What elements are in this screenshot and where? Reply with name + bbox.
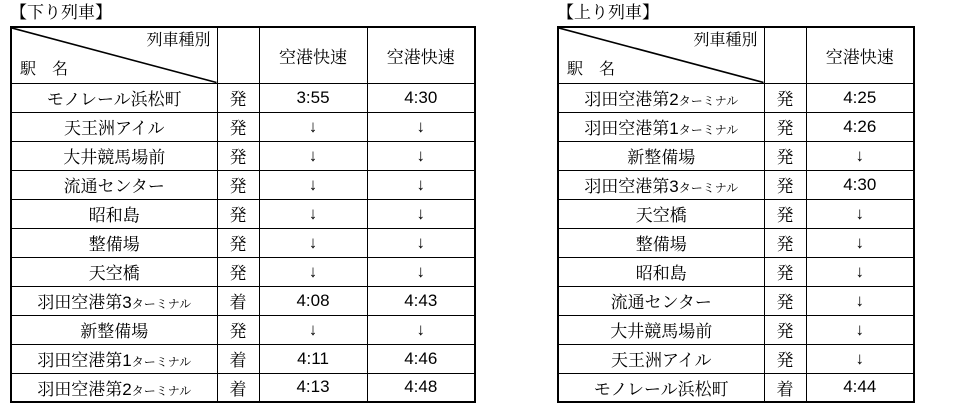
station-name: 羽田空港第3 [584,177,679,196]
station-cell [11,257,217,286]
table-row [11,286,475,315]
station-name: 羽田空港第2 [584,90,679,109]
table-row [558,286,914,315]
station-name-suffix: ターミナル [678,94,739,108]
dep-arr-cell: 発 [217,83,259,112]
time-cell: 3:55 [259,83,367,112]
header-corner-cell [11,27,217,83]
station-cell [11,199,217,228]
time-cell: ↓ [806,141,914,170]
station-cell [11,373,217,402]
table-row [558,373,914,402]
station-name: 天王洲アイル [611,351,712,370]
station-name-suffix: ターミナル [678,181,739,195]
time-cell: ↓ [367,257,475,286]
station-cell [558,344,764,373]
table-row [558,315,914,344]
table-row [11,170,475,199]
station-name: モノレール浜松町 [46,90,182,109]
time-cell: 4:08 [259,286,367,315]
time-cell: ↓ [806,286,914,315]
header-corner-cell [558,27,764,83]
time-cell: ↓ [367,141,475,170]
station-cell [11,83,217,112]
station-name: 整備場 [635,235,687,254]
station-name: 羽田空港第1 [37,351,132,370]
station-name-suffix: ターミナル [131,355,192,369]
table-row [11,373,475,402]
station-name: 大井競馬場前 [63,148,166,167]
table-row [558,199,914,228]
dep-arr-cell: 発 [764,199,806,228]
station-name: 天空橋 [88,264,140,283]
dep-arr-cell: 着 [217,373,259,402]
table-row [558,257,914,286]
table-row [11,257,475,286]
table-row [11,83,475,112]
inbound-timetable [557,26,915,403]
time-cell: 4:43 [367,286,475,315]
station-cell [11,170,217,199]
dep-arr-cell: 発 [764,170,806,199]
station-label: 駅 名 [20,60,69,78]
station-cell [558,83,764,112]
time-cell: ↓ [806,199,914,228]
dep-arr-cell: 着 [217,344,259,373]
station-name: 天空橋 [635,206,687,225]
station-cell [11,344,217,373]
station-name: 新整備場 [627,148,696,167]
table-row [11,228,475,257]
time-cell: 4:11 [259,344,367,373]
station-name: 流通センター [63,177,165,196]
table-row [558,112,914,141]
table-row [11,344,475,373]
table-row [558,170,914,199]
dep-arr-cell: 発 [217,199,259,228]
time-cell: ↓ [367,170,475,199]
time-cell: ↓ [806,344,914,373]
station-name-suffix: ターミナル [131,297,192,311]
station-name: 整備場 [88,235,140,254]
time-cell: ↓ [259,199,367,228]
station-cell [558,315,764,344]
dep-arr-cell: 発 [217,228,259,257]
time-cell: ↓ [259,257,367,286]
station-name: 昭和島 [635,264,687,283]
time-cell: 4:48 [367,373,475,402]
dep-arr-cell: 着 [764,373,806,402]
table-header-row [558,27,914,83]
time-cell: ↓ [806,257,914,286]
dep-arr-cell: 発 [764,315,806,344]
station-name: 羽田空港第1 [584,119,679,138]
station-cell [11,141,217,170]
station-name: モノレール浜松町 [593,379,729,399]
time-cell: 4:30 [806,170,914,199]
table-row [558,344,914,373]
time-cell: ↓ [367,228,475,257]
outbound-timetable [10,26,476,403]
inbound-title: 【上り列車】 [557,3,659,22]
station-cell [558,141,764,170]
station-cell [11,228,217,257]
station-cell [558,286,764,315]
station-cell [558,373,764,402]
time-cell: ↓ [259,315,367,344]
station-name: 新整備場 [80,322,149,341]
station-cell [11,112,217,141]
time-cell: 4:26 [806,112,914,141]
station-name: 大井競馬場前 [610,322,713,341]
station-name: 天王洲アイル [64,119,165,138]
time-cell: ↓ [806,228,914,257]
station-label: 駅 名 [567,60,616,78]
table-row [558,141,914,170]
time-cell: ↓ [806,315,914,344]
inbound-panel [557,0,915,403]
dep-arr-cell: 発 [217,141,259,170]
table-row [11,199,475,228]
time-cell: 4:13 [259,373,367,402]
station-name: 羽田空港第2 [37,379,132,399]
station-name: 昭和島 [88,206,140,225]
station-name-suffix: ターミナル [678,123,739,137]
time-cell: 4:46 [367,344,475,373]
time-cell: ↓ [259,170,367,199]
time-cell: ↓ [259,141,367,170]
station-cell [558,170,764,199]
time-cell: ↓ [367,315,475,344]
time-cell: 4:30 [367,83,475,112]
dep-arr-cell: 発 [764,344,806,373]
dep-arr-cell: 発 [217,170,259,199]
table-row [11,112,475,141]
time-cell: ↓ [367,199,475,228]
dep-arr-header-cell [217,27,259,83]
dep-arr-cell: 発 [764,257,806,286]
table-row [558,228,914,257]
time-cell: 4:44 [806,373,914,402]
dep-arr-cell: 発 [217,315,259,344]
dep-arr-cell: 発 [217,257,259,286]
dep-arr-header-cell [764,27,806,83]
outbound-panel [10,0,476,403]
table-header-row [11,27,475,83]
station-name-suffix: ターミナル [131,383,192,398]
station-cell [11,315,217,344]
table-row [11,141,475,170]
train-header-1: 空港快速 [259,27,367,83]
time-cell: ↓ [259,228,367,257]
dep-arr-cell: 発 [764,286,806,315]
station-name: 羽田空港第3 [37,293,132,312]
dep-arr-cell: 発 [764,141,806,170]
dep-arr-cell: 発 [764,112,806,141]
station-cell [558,257,764,286]
time-cell: ↓ [367,112,475,141]
train-header-1: 空港快速 [806,27,914,83]
train-type-label: 列車種別 [693,32,758,49]
dep-arr-cell: 発 [217,112,259,141]
station-name: 流通センター [610,293,712,312]
station-cell [558,199,764,228]
dep-arr-cell: 発 [764,83,806,112]
time-cell: ↓ [259,112,367,141]
dep-arr-cell: 発 [764,228,806,257]
time-cell: 4:25 [806,83,914,112]
train-header-2: 空港快速 [367,27,475,83]
table-row [558,83,914,112]
dep-arr-cell: 着 [217,286,259,315]
station-cell [11,286,217,315]
outbound-title: 【下り列車】 [10,3,112,22]
station-cell [558,228,764,257]
table-row [11,315,475,344]
station-cell [558,112,764,141]
train-type-label: 列車種別 [146,32,211,49]
